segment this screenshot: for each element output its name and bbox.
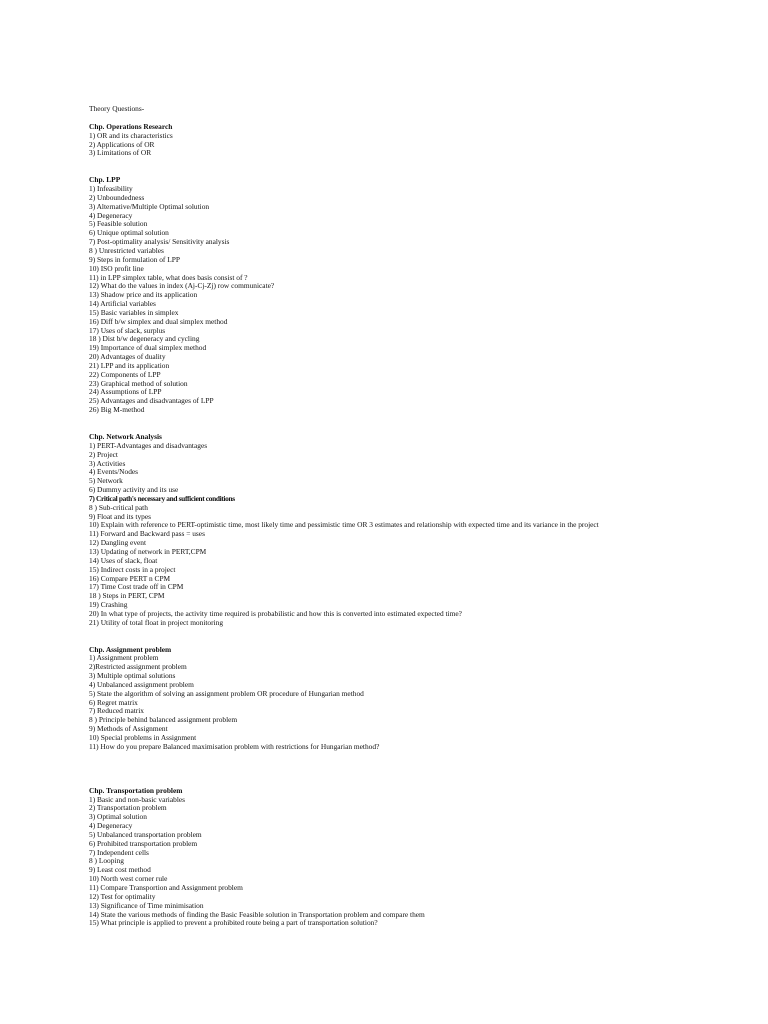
question-item: 1) Assignment problem — [89, 653, 159, 663]
question-item: 11) Forward and Backward pass = uses — [89, 529, 205, 539]
question-item: 14) State the various methods of finding the Basic Feasible solution in Transportation problem and compare them — [89, 909, 425, 919]
question-item: 17) Uses of slack, surplus — [89, 325, 166, 335]
question-item: 20) In what type of projects, the activity time required is probabilistic and how this is converted into estimated expected time? — [89, 608, 462, 618]
question-item: 4) Degeneracy — [89, 821, 133, 831]
question-item: 26) Big M-method — [89, 405, 145, 415]
question-item: 6) Dummy activity and its use — [89, 485, 179, 495]
document-title: Theory Questions- — [89, 104, 145, 113]
section-heading: Chp. Operations Research — [89, 121, 173, 131]
question-item: 9) Float and its types — [89, 511, 151, 521]
section-heading: Chp. Assignment problem — [89, 644, 172, 654]
question-item: 14) Artificial variables — [89, 299, 156, 309]
section-network-analysis — [89, 433, 749, 628]
section-transportation-problem — [89, 787, 749, 929]
question-item: 16) Compare PERT n CPM — [89, 573, 171, 583]
question-item: 3) Optimal solution — [89, 812, 147, 822]
section-heading: Chp. Network Analysis — [89, 432, 162, 441]
question-item: 11) How do you prepare Balanced maximisation problem with restrictions for Hungarian method? — [89, 741, 380, 751]
question-item: 15) What principle is applied to prevent a prohibited route being a part of transportation solution? — [89, 918, 378, 928]
question-item: 11) in LPP simplex table, what does basis consist of ? — [89, 272, 248, 282]
question-item: 4) Degeneracy — [89, 210, 133, 220]
question-item: 6) Unique optimal solution — [89, 228, 169, 238]
question-item: 1) PERT-Advantages and disadvantages — [89, 440, 208, 450]
question-item: 12) Test for optimality — [89, 891, 156, 901]
question-item: 24) Assumptions of LPP — [89, 387, 162, 397]
question-item: 15) Indirect costs in a project — [89, 564, 176, 574]
section-heading: Chp. LPP — [89, 175, 121, 185]
question-item: 2) Applications of OR — [89, 139, 155, 149]
question-item: 7) Post-optimality analysis/ Sensitivity analysis — [89, 237, 230, 247]
question-item: 7) Critical path's necessary and sufficient conditions — [89, 493, 235, 503]
question-item: 10) ISO profit line — [89, 263, 144, 273]
question-item: 7) Independent cells — [89, 847, 149, 857]
question-item: 2) Project — [89, 449, 118, 459]
question-item: 6) Regret matrix — [89, 697, 138, 707]
question-item: 5) Unbalanced transportation problem — [89, 829, 202, 839]
question-item: 23) Graphical method of solution — [89, 378, 188, 388]
question-item: 15) Basic variables in simplex — [89, 307, 179, 317]
question-item: 12) Dangling event — [89, 538, 147, 548]
question-item: 2) Unboundedness — [89, 192, 145, 202]
section-assignment-problem — [89, 646, 749, 752]
section-heading: Chp. Transportation problem — [89, 785, 183, 795]
question-item: 21) Utility of total float in project monitoring — [89, 617, 224, 627]
question-item: 16) Diff b/w simplex and dual simplex method — [89, 316, 228, 326]
question-item: 21) LPP and its application — [89, 360, 170, 370]
question-item: 11) Compare Transportion and Assignment problem — [89, 882, 243, 892]
section-lpp — [89, 176, 749, 415]
question-item: 13) Shadow price and its application — [89, 290, 198, 300]
question-item: 9) Methods of Assignment — [89, 724, 168, 734]
document-body — [89, 105, 749, 946]
question-item: 6) Prohibited transportation problem — [89, 838, 198, 848]
question-item: 12) What do the values in index (Aj-Cj-Zj) row communicate? — [89, 281, 275, 291]
question-item: 22) Components of LPP — [89, 369, 161, 379]
question-item: 2) Transportation problem — [89, 803, 167, 813]
question-item: 5) Network — [89, 476, 123, 486]
question-item: 14) Uses of slack, float — [89, 555, 158, 565]
question-item: 20) Advantages of duality — [89, 352, 166, 362]
question-item: 17) Time Cost trade off in CPM — [89, 582, 184, 592]
question-item: 25) Advantages and disadvantages of LPP — [89, 396, 214, 406]
sections-container — [89, 123, 749, 928]
question-item: 8 ) Unrestricted variables — [89, 245, 164, 255]
question-item: 3) Activities — [89, 458, 126, 468]
question-item: 2)Restricted assignment problem — [89, 662, 187, 672]
question-item: 3) Multiple optimal solutions — [89, 671, 176, 681]
question-item: 8 ) Principle behind balanced assignment problem — [89, 715, 238, 725]
question-item: 1) Infeasibility — [89, 184, 133, 194]
question-item: 18 ) Steps in PERT, CPM — [89, 591, 165, 601]
question-item: 5) Feasible solution — [89, 219, 148, 229]
question-item: 8 ) Looping — [89, 856, 124, 866]
question-item: 9) Least cost method — [89, 865, 151, 875]
question-item: 3) Alternative/Multiple Optimal solution — [89, 201, 210, 211]
question-item: 13) Updating of network in PERT,CPM — [89, 546, 207, 556]
question-item: 10) North west corner rule — [89, 874, 168, 884]
question-item: 3) Limitations of OR — [89, 148, 152, 158]
question-item: 19) Crashing — [89, 600, 128, 610]
question-item: 13) Significance of Time minimisation — [89, 900, 204, 910]
question-item: 18 ) Dist b/w degeneracy and cycling — [89, 334, 200, 344]
section-operations-research — [89, 123, 749, 158]
question-item: 5) State the algorithm of solving an assignment problem OR procedure of Hungarian method — [89, 688, 364, 698]
question-item: 8 ) Sub-critical path — [89, 502, 148, 512]
question-item: 1) Basic and non-basic variables — [89, 794, 186, 804]
question-item: 1) OR and its characteristics — [89, 130, 173, 140]
question-item: 9) Steps in formulation of LPP — [89, 254, 180, 264]
question-item: 10) Special problems in Assignment — [89, 733, 197, 742]
question-item: 7) Reduced matrix — [89, 706, 145, 716]
question-item: 10) Explain with reference to PERT-optimistic time, most likely time and pessimistic time OR 3 estimates and relationship with expected time and its variance in the project — [89, 520, 599, 530]
question-item: 4) Events/Nodes — [89, 467, 139, 477]
question-item: 19) Importance of dual simplex method — [89, 343, 207, 353]
question-item: 4) Unbalanced assignment problem — [89, 679, 194, 689]
